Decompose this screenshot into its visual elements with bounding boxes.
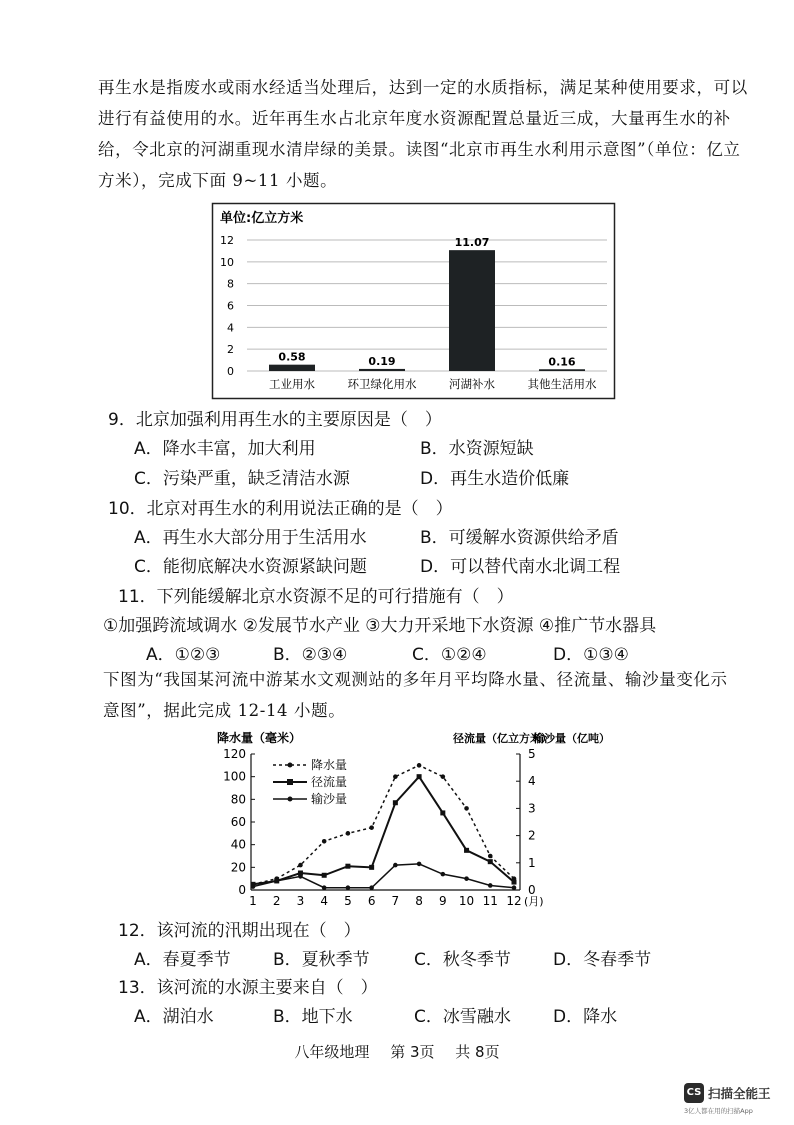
series-point-1: [346, 831, 351, 836]
series-point-2: [464, 848, 469, 853]
series-point-1: [322, 839, 327, 844]
series-point-2: [417, 774, 422, 779]
bar-y-tick-label: 10: [220, 255, 234, 269]
scanner-app-name: 扫描全能王: [708, 1086, 771, 1101]
series-point-3: [369, 885, 374, 890]
q10-option-c[interactable]: C．能彻底解决水资源紧缺问题: [134, 557, 367, 577]
bar-3: [449, 250, 495, 371]
footer-total-pages: 共 8页: [455, 1043, 500, 1061]
left-tick-label: 0: [238, 883, 246, 897]
right-axis-title-runoff: 径流量（亿立方米）: [453, 732, 552, 745]
series-point-3: [322, 885, 327, 890]
series-point-1: [393, 774, 398, 779]
x-tick-label: 7: [391, 894, 400, 908]
series-point-1: [464, 806, 469, 811]
bar-y-tick-label: 8: [227, 277, 234, 291]
q10-option-a[interactable]: A．再生水大部分用于生活用水: [134, 528, 367, 548]
q12-option-a[interactable]: A．春夏季节: [134, 950, 231, 970]
legend-label: 降水量: [311, 758, 348, 772]
bar-y-tick-label: 6: [227, 299, 234, 313]
q10-option-b[interactable]: B．可缓解水资源供给矛盾: [420, 528, 619, 548]
x-unit-label: (月): [524, 895, 544, 908]
right-tick-label: 5: [528, 747, 536, 761]
right-axis-title-sediment: 输沙量（亿吨）: [533, 732, 610, 745]
bar-category-label: 其他生活用水: [527, 377, 597, 391]
left-tick-label: 60: [230, 815, 246, 829]
x-tick-label: 2: [272, 894, 281, 908]
x-tick-label: 1: [249, 894, 257, 908]
bar-category-label: 环卫绿化用水: [347, 377, 417, 391]
q9-option-b[interactable]: B．水资源短缺: [420, 439, 534, 459]
question-13-stem: 13．该河流的水源主要来自（ ）: [118, 978, 378, 998]
q13-option-b[interactable]: B．地下水: [273, 1007, 353, 1027]
legend-label: 径流量: [311, 775, 348, 789]
page-footer: [0, 1041, 794, 1062]
series-line-2: [253, 777, 514, 885]
q9-option-c[interactable]: C．污染严重，缺乏清洁水源: [134, 469, 350, 489]
bar-value-label: 0.58: [278, 350, 306, 364]
footer-page-number: 第 3页: [390, 1043, 435, 1061]
x-tick-label: 9: [438, 894, 447, 908]
bar-2: [359, 369, 405, 371]
bar-1: [269, 365, 315, 371]
q13-option-d[interactable]: D．降水: [553, 1007, 618, 1027]
series-point-1: [441, 774, 446, 779]
series-point-3: [512, 885, 517, 890]
series-point-2: [440, 810, 445, 815]
legend-marker: [287, 779, 293, 785]
left-tick-label: 100: [223, 769, 246, 784]
q9-option-a[interactable]: A．降水丰富，加大利用: [134, 439, 316, 459]
series-point-1: [417, 763, 422, 768]
intro-paragraph-2: 下图为“我国某河流中游某水文观测站的多年月平均降水量、径流量、输沙量变化示意图”，据此完成 12-14 小题。: [103, 670, 728, 720]
bar-category-label: 工业用水: [269, 377, 315, 391]
x-tick-label: 5: [344, 894, 352, 908]
question-9-stem: 9．北京加强利用再生水的主要原因是（ ）: [108, 410, 442, 430]
bar-y-tick-label: 0: [227, 365, 234, 378]
left-axis-title: 降水量（毫米）: [217, 731, 302, 745]
legend-label: 输沙量: [311, 792, 348, 806]
q11-option-b[interactable]: B．②③④: [273, 645, 348, 665]
series-point-3: [441, 872, 446, 877]
question-11-items: ①加强跨流域调水 ②发展节水产业 ③大力开采地下水资源 ④推广节水器具: [103, 616, 657, 636]
x-tick-label: 3: [296, 894, 305, 908]
bar-y-tick-label: 2: [227, 343, 234, 357]
series-point-2: [369, 865, 374, 870]
question-12-stem: 12．该河流的汛期出现在（ ）: [118, 921, 361, 941]
series-point-2: [345, 864, 350, 869]
x-tick-label: 4: [320, 894, 329, 908]
series-point-3: [298, 874, 303, 879]
bar-y-tick-label: 12: [220, 234, 234, 247]
bar-chart-unit-label: 单位:亿立方米: [220, 211, 304, 226]
left-tick-label: 20: [230, 860, 246, 875]
question-10-stem: 10．北京对再生水的利用说法正确的是（ ）: [108, 499, 453, 519]
q11-option-a[interactable]: A．①②③: [146, 645, 221, 665]
bar-value-label: 11.07: [454, 236, 490, 250]
series-point-3: [346, 885, 351, 890]
q11-option-d[interactable]: D．①③④: [553, 645, 629, 665]
bar-category-label: 河湖补水: [449, 377, 495, 391]
left-tick-label: 120: [223, 747, 246, 761]
series-point-2: [488, 859, 493, 864]
q12-option-d[interactable]: D．冬春季节: [553, 950, 652, 970]
scanner-app-slogan: 3亿人都在用的扫描App: [684, 1107, 753, 1115]
series-point-3: [488, 883, 493, 888]
x-tick-label: 10: [458, 894, 475, 908]
q13-option-c[interactable]: C．冰雪融水: [414, 1007, 511, 1027]
x-tick-label: 6: [367, 894, 376, 908]
q10-option-d[interactable]: D．可以替代南水北调工程: [420, 557, 621, 577]
right-tick-label: 1: [528, 855, 536, 870]
x-tick-label: 12: [506, 894, 522, 908]
bar-value-label: 0.19: [368, 354, 396, 368]
q13-option-a[interactable]: A．湖泊水: [134, 1007, 214, 1027]
left-tick-label: 40: [230, 837, 246, 852]
series-point-3: [251, 884, 256, 889]
series-point-3: [417, 862, 422, 867]
camscanner-logo-icon: CS: [684, 1083, 704, 1103]
right-tick-label: 3: [528, 801, 536, 816]
x-tick-label: 8: [415, 894, 423, 908]
series-point-3: [274, 879, 279, 884]
reclaimed-water-bar-chart: [212, 203, 615, 399]
legend-marker: [288, 797, 293, 802]
series-point-1: [488, 854, 493, 859]
q11-option-c[interactable]: C．①②④: [412, 645, 487, 665]
intro-paragraph-1: 再生水是指废水或雨水经适当处理后，达到一定的水质指标，满足某种使用要求，可以进行有益使用的水。近年再生水占北京年度水资源配置总量近三成，大量再生水的补给，令北京的河湖重现水清岸绿的美景。读图“北京市再生水利用示意图”（单位：亿立方米），完成下面 9~11 小题。: [98, 78, 748, 190]
series-point-2: [322, 873, 327, 878]
series-point-3: [464, 876, 469, 881]
series-point-1: [369, 825, 374, 830]
bar-y-tick-label: 4: [227, 321, 234, 335]
left-tick-label: 80: [230, 792, 246, 807]
river-hydrology-line-chart: [215, 727, 610, 909]
bar-4: [539, 369, 585, 371]
footer-subject: 八年级地理: [294, 1043, 370, 1061]
right-tick-label: 0: [528, 883, 536, 897]
question-11-stem: 11．下列能缓解北京水资源不足的可行措施有（ ）: [118, 587, 514, 607]
q9-option-d[interactable]: D．再生水造价低廉: [420, 469, 570, 489]
bar-value-label: 0.16: [548, 355, 576, 369]
series-point-1: [298, 863, 303, 868]
q12-option-b[interactable]: B．夏秋季节: [273, 950, 370, 970]
right-tick-label: 4: [528, 774, 536, 789]
legend-marker: [288, 763, 293, 768]
x-tick-label: 11: [482, 894, 498, 908]
q12-option-c[interactable]: C．秋冬季节: [414, 950, 511, 970]
right-tick-label: 2: [528, 828, 536, 843]
series-point-2: [512, 880, 517, 885]
series-point-2: [393, 800, 398, 805]
series-point-3: [393, 863, 398, 868]
